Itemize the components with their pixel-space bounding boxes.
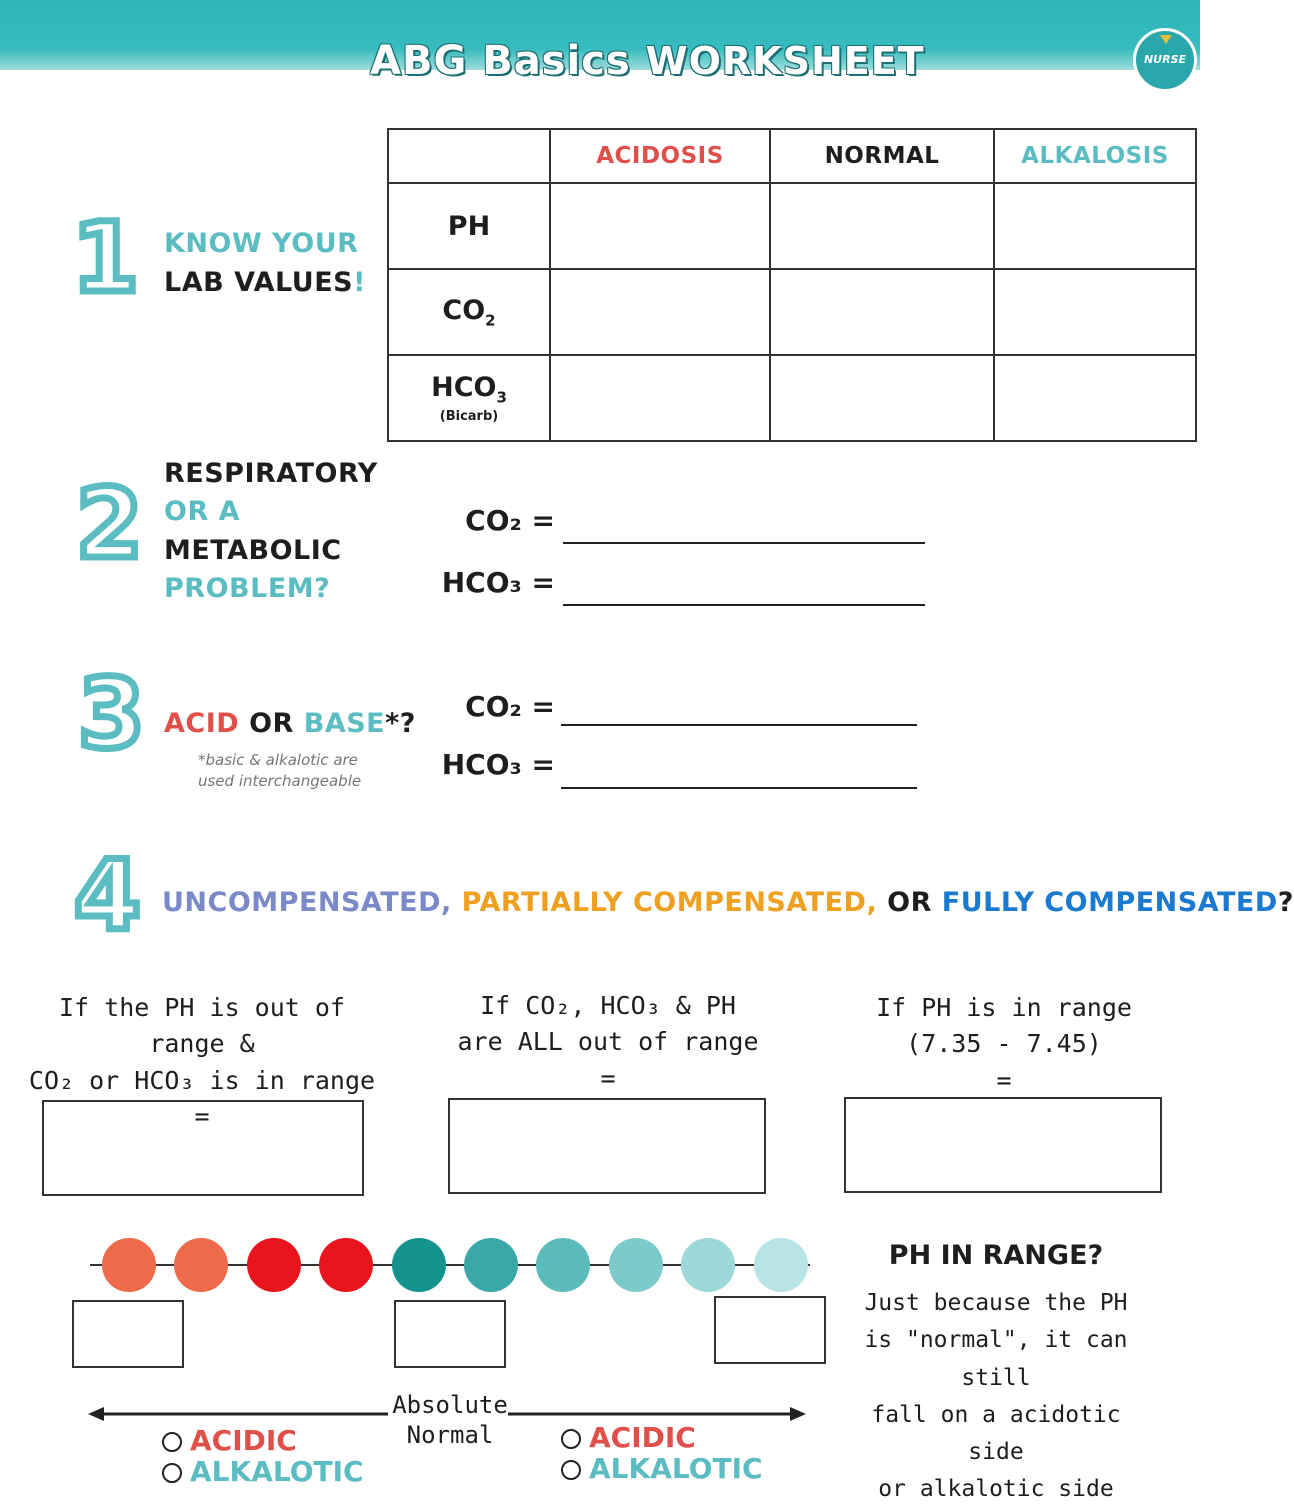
right-option-alkalotic[interactable] xyxy=(561,1451,763,1485)
section4-number: 4 xyxy=(74,840,141,952)
section2-line3: METABOLIC xyxy=(164,534,342,566)
section4-partially: PARTIALLY COMPENSATED, xyxy=(461,887,878,918)
condition-1-eq: = xyxy=(194,1101,210,1131)
section3-star-q: *? xyxy=(385,708,416,739)
condition-partially xyxy=(428,988,788,1097)
section4-fully: FULLY COMPENSATED xyxy=(941,887,1278,918)
row-label-co2-subscript: 2 xyxy=(485,311,496,330)
section2-number: 2 xyxy=(76,468,143,580)
condition-3-line1: If PH is in range xyxy=(876,993,1132,1022)
row-label-hco3-text: HCO xyxy=(431,372,497,404)
cell-ph-acidosis[interactable] xyxy=(550,183,770,269)
cell-co2-acidosis[interactable] xyxy=(550,269,770,355)
row-label-co2 xyxy=(388,269,550,355)
row-label-hco3-sub: (Bicarb) xyxy=(439,408,499,424)
condition-3-eq: = xyxy=(996,1065,1012,1095)
section3-note-line1: *basic & alkalotic are xyxy=(198,751,358,769)
lab-values-table xyxy=(387,128,1197,442)
title-part2: WORKSHEET xyxy=(645,39,925,83)
ph-note-line4: or alkalotic side xyxy=(878,1476,1114,1503)
ph-note-title: PH IN RANGE? xyxy=(888,1240,1104,1271)
right-option-acidic[interactable] xyxy=(561,1423,763,1454)
row-label-hco3-subscript: 3 xyxy=(496,388,507,407)
section3-label xyxy=(164,704,416,743)
scale-box-acidic[interactable] xyxy=(72,1300,184,1368)
radio-circle-icon[interactable] xyxy=(162,1463,182,1483)
normal-label: Normal xyxy=(406,1421,494,1449)
section2-line4: PROBLEM? xyxy=(164,572,331,604)
section4-qmark: ? xyxy=(1277,887,1294,918)
ph-scale-dot xyxy=(609,1238,663,1292)
section2-hco3-label: HCO₃ = xyxy=(441,566,555,599)
ph-scale-dot xyxy=(392,1238,446,1292)
condition-1-line2: CO₂ or HCO₃ is in range xyxy=(28,1065,376,1095)
condition-1-line1: If the PH is out of range & xyxy=(59,993,345,1059)
right-arrow-head-icon xyxy=(790,1407,806,1421)
title-part1: ABG Basics xyxy=(370,38,631,84)
table-header-row xyxy=(388,129,1196,183)
ph-scale-dot xyxy=(319,1238,373,1292)
col-header-normal: NORMAL xyxy=(770,129,994,183)
absolute-label: Absolute xyxy=(392,1391,508,1419)
section1-label-punct: ! xyxy=(353,267,366,299)
absolute-normal-label xyxy=(392,1390,508,1450)
table-row xyxy=(388,183,1196,269)
scale-box-alkalotic[interactable] xyxy=(714,1296,826,1364)
left-side-options xyxy=(162,1426,364,1488)
right-side-options xyxy=(561,1423,763,1485)
section1-label-line1: KNOW YOUR xyxy=(164,228,359,259)
table-corner-cell xyxy=(388,129,550,183)
section2-line2: OR A xyxy=(164,496,241,528)
condition-fully xyxy=(824,990,1184,1099)
cell-hco3-normal[interactable] xyxy=(770,355,994,441)
radio-circle-icon[interactable] xyxy=(561,1460,581,1480)
col-header-alkalosis: ALKALOSIS xyxy=(994,129,1196,183)
radio-circle-icon[interactable] xyxy=(561,1429,581,1449)
ph-scale-dot xyxy=(174,1238,228,1292)
section3-co2-label: CO₂ = xyxy=(465,690,555,723)
cell-hco3-alkalosis[interactable] xyxy=(994,355,1196,441)
right-option-alkalotic-label: ALKALOTIC xyxy=(589,1451,763,1485)
condition-2-line2: are ALL out of range xyxy=(457,1027,759,1057)
ph-scale-dot xyxy=(536,1238,590,1292)
row-label-co2-text: CO xyxy=(442,294,486,326)
condition-2-eq: = xyxy=(600,1063,616,1093)
scale-box-normal[interactable] xyxy=(394,1300,506,1368)
logo-text: NURSE xyxy=(1143,53,1187,66)
section4-uncompensated: UNCOMPENSATED, xyxy=(162,887,452,918)
ph-scale-dot xyxy=(247,1238,301,1292)
condition-3-line2: (7.35 - 7.45) xyxy=(906,1029,1102,1059)
section1-number: 1 xyxy=(72,202,139,314)
ph-scale-dot xyxy=(102,1238,156,1292)
nurse-logo xyxy=(1133,28,1197,92)
left-option-alkalotic[interactable] xyxy=(162,1454,364,1488)
col-header-acidosis: ACIDOSIS xyxy=(550,129,770,183)
left-option-acidic[interactable] xyxy=(162,1426,364,1457)
section2-label xyxy=(164,455,378,608)
section3-or: OR xyxy=(249,708,294,739)
answer-box-uncompensated[interactable] xyxy=(42,1100,364,1196)
row-label-ph-text: PH xyxy=(447,210,491,242)
radio-circle-icon[interactable] xyxy=(162,1432,182,1452)
answer-box-fully[interactable] xyxy=(844,1097,1162,1193)
cell-ph-alkalosis[interactable] xyxy=(994,183,1196,269)
left-arrow-head-icon xyxy=(88,1407,104,1421)
ph-note-line3: fall on a acidotic side xyxy=(871,1401,1121,1465)
condition-2-line1: If CO₂, HCO₃ & PH xyxy=(480,991,736,1020)
section3-base: BASE xyxy=(303,708,386,739)
section2-co2-answer-line[interactable] xyxy=(563,542,925,544)
section3-note xyxy=(198,750,361,792)
section3-note-line2: used interchangeable xyxy=(198,772,362,790)
section3-acid: ACID xyxy=(164,708,240,739)
section3-number: 3 xyxy=(78,658,145,770)
table-row xyxy=(388,269,1196,355)
section2-line1: RESPIRATORY xyxy=(164,458,378,489)
section2-co2-label: CO₂ = xyxy=(465,504,555,537)
section4-question xyxy=(162,883,1294,922)
ph-scale-dot xyxy=(754,1238,808,1292)
left-option-acidic-label: ACIDIC xyxy=(190,1424,297,1457)
row-label-hco3 xyxy=(388,355,550,441)
row-label-ph xyxy=(388,183,550,269)
cell-ph-normal[interactable] xyxy=(770,183,994,269)
section3-hco3-answer-line[interactable] xyxy=(561,787,917,789)
table-row xyxy=(388,355,1196,441)
ph-scale-dot xyxy=(681,1238,735,1292)
worksheet-title xyxy=(370,38,925,84)
cell-hco3-acidosis[interactable] xyxy=(550,355,770,441)
ph-note xyxy=(856,1240,1136,1509)
section1-label xyxy=(164,224,366,302)
logo-triangle-icon xyxy=(1160,35,1172,44)
section3-co2-answer-line[interactable] xyxy=(561,724,917,726)
ph-note-body xyxy=(856,1285,1136,1509)
section3-hco3-label: HCO₃ = xyxy=(441,748,555,781)
section4-or: OR xyxy=(887,887,932,918)
section1-label-line2: LAB VALUES xyxy=(164,267,354,299)
left-option-alkalotic-label: ALKALOTIC xyxy=(190,1454,364,1488)
answer-box-partially[interactable] xyxy=(448,1098,766,1194)
ph-note-line2: is "normal", it can still xyxy=(864,1327,1128,1391)
cell-co2-alkalosis[interactable] xyxy=(994,269,1196,355)
ph-note-line1: Just because the PH xyxy=(864,1290,1128,1316)
cell-co2-normal[interactable] xyxy=(770,269,994,355)
section2-hco3-answer-line[interactable] xyxy=(563,604,925,606)
ph-scale-dot xyxy=(464,1238,518,1292)
right-option-acidic-label: ACIDIC xyxy=(589,1421,696,1454)
